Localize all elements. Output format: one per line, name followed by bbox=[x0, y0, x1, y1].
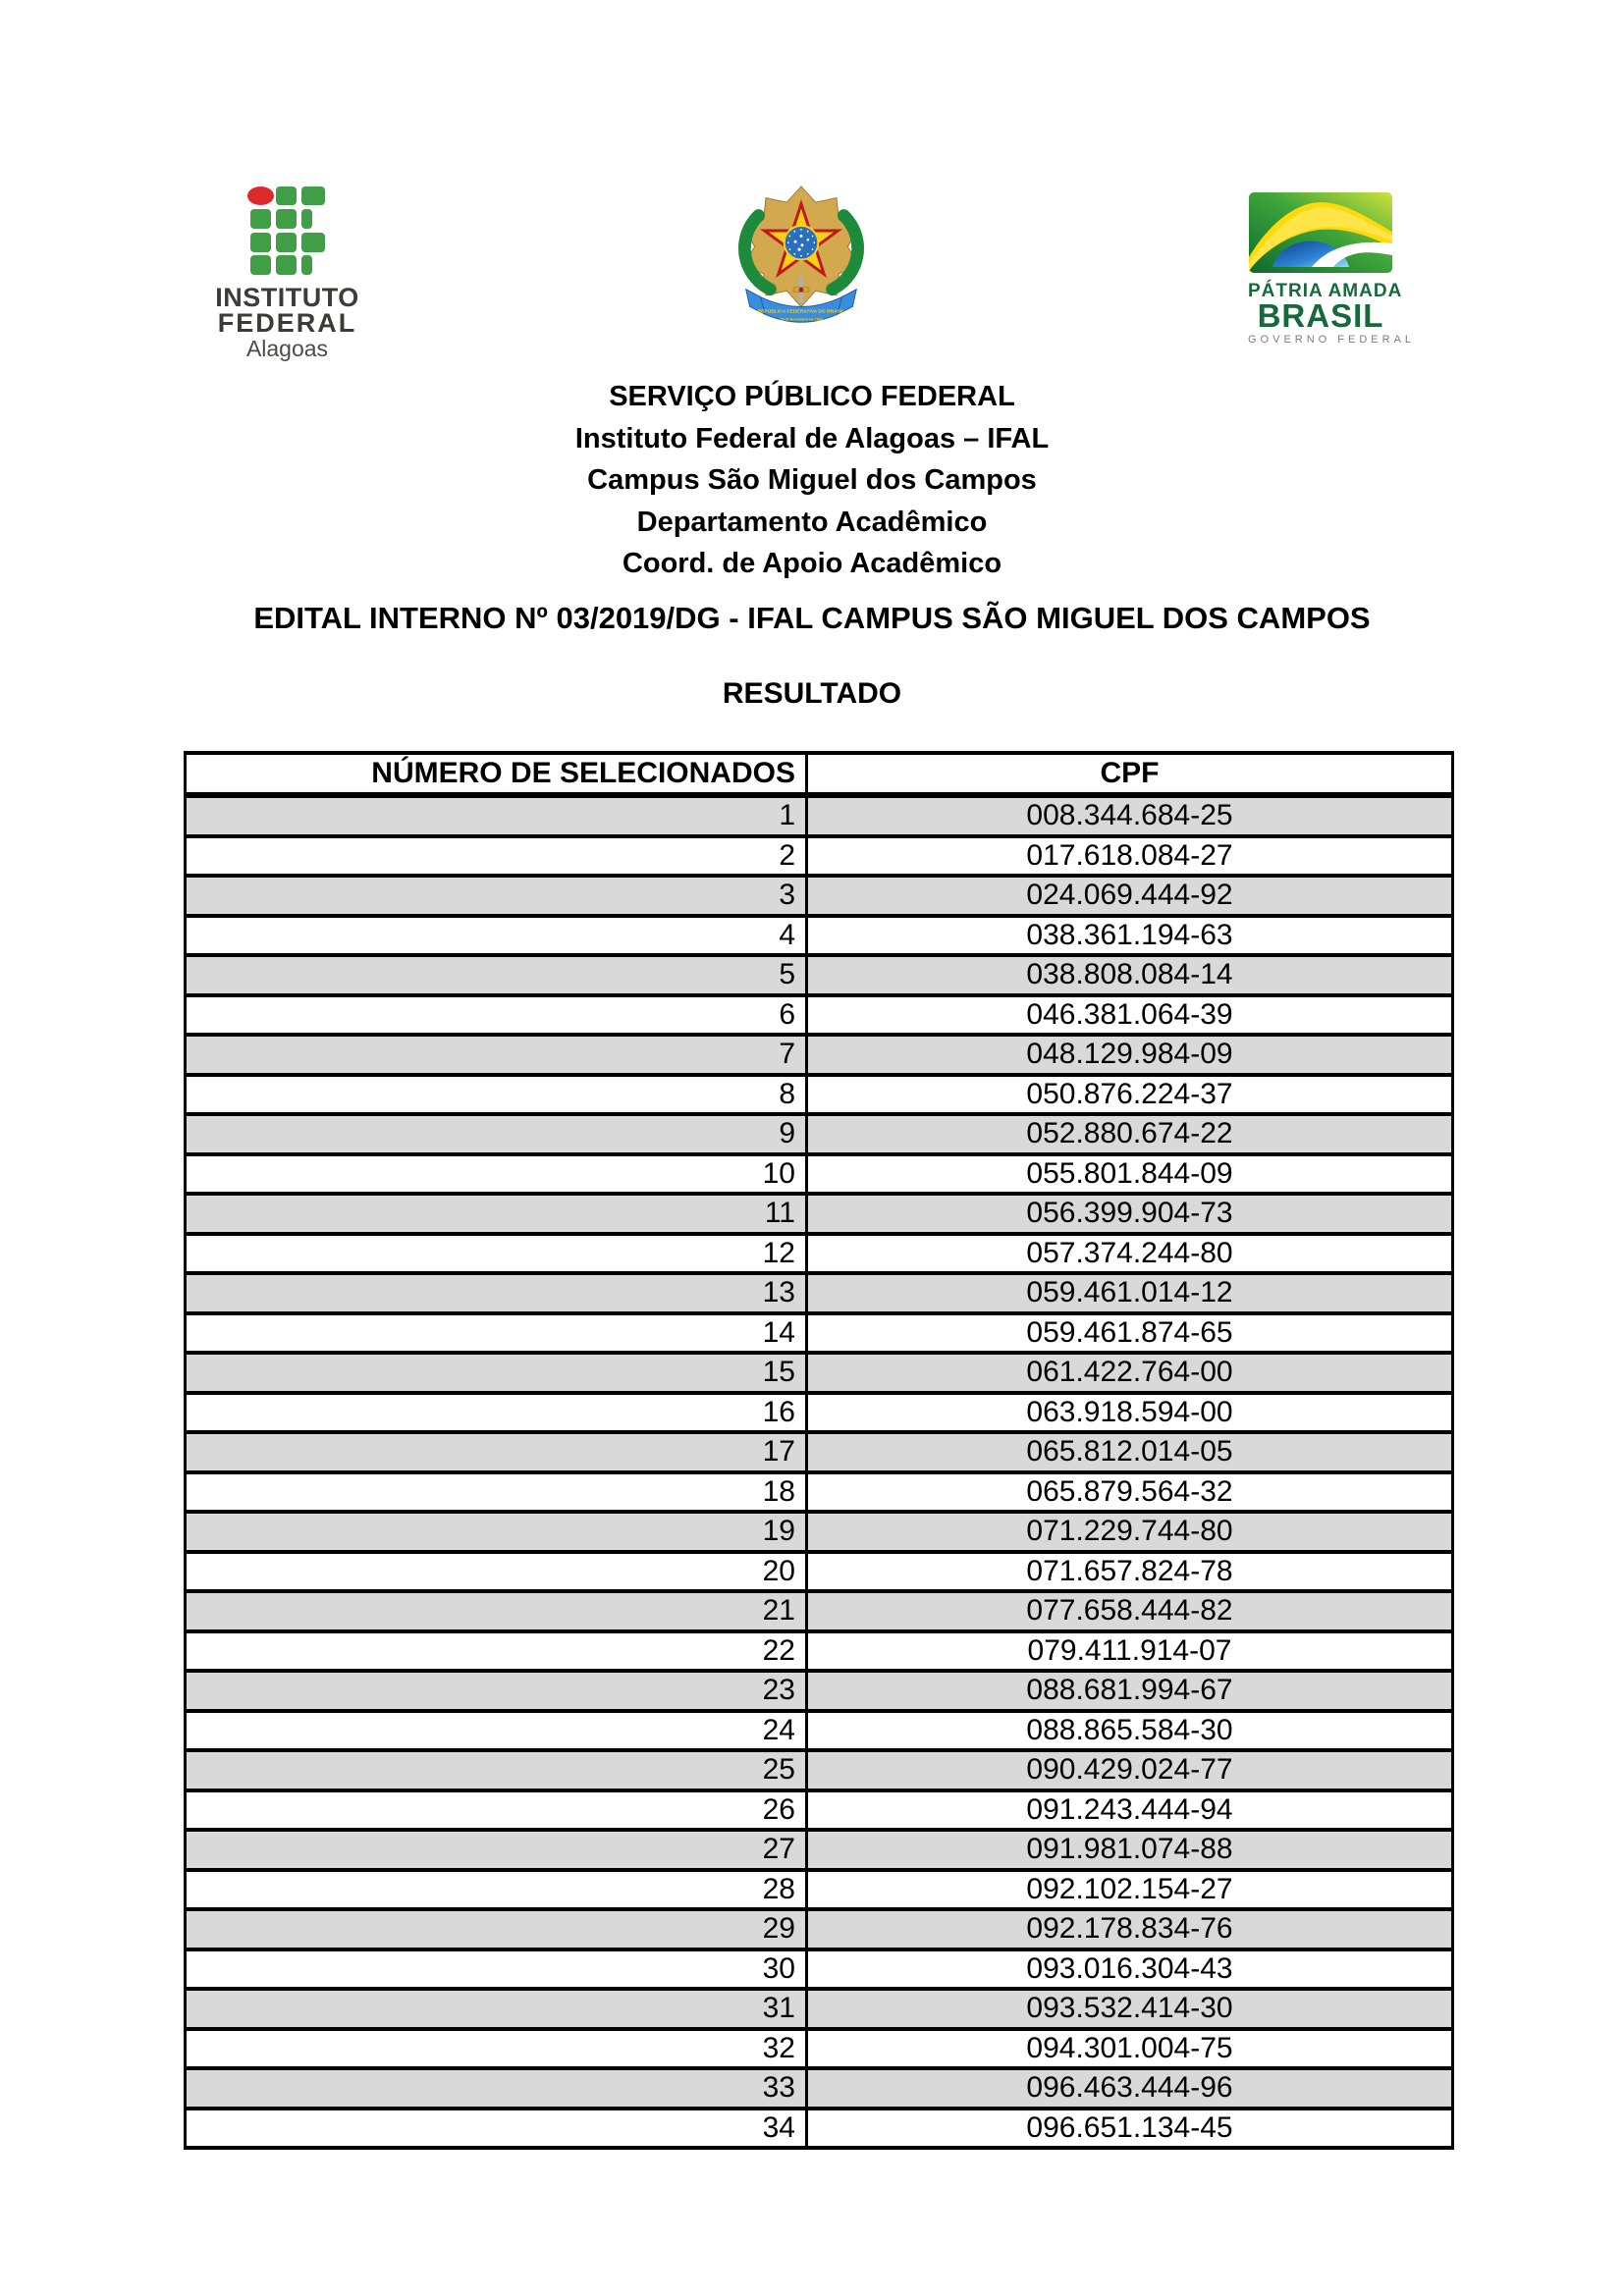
table-row bbox=[186, 1552, 1453, 1592]
cpf-cell: 094.301.004-75 bbox=[807, 2029, 1453, 2069]
table-row bbox=[186, 1830, 1453, 1870]
column-header-numero: NÚMERO DE SELECIONADOS bbox=[186, 753, 807, 795]
table-row bbox=[186, 1432, 1453, 1472]
cpf-cell: 056.399.904-73 bbox=[807, 1194, 1453, 1234]
ifal-logo-dot-icon bbox=[247, 187, 274, 205]
org-line-departamento: Departamento Acadêmico bbox=[636, 506, 988, 538]
selected-number-cell: 10 bbox=[186, 1154, 807, 1195]
selected-number-cell: 20 bbox=[186, 1552, 807, 1592]
selected-number-cell: 2 bbox=[186, 836, 807, 877]
table-row bbox=[186, 2068, 1453, 2109]
govbr-flag-icon bbox=[1249, 192, 1392, 273]
cpf-cell: 038.808.084-14 bbox=[807, 955, 1453, 995]
table-row bbox=[186, 1353, 1453, 1393]
cpf-cell: 061.422.764-00 bbox=[807, 1353, 1453, 1393]
cpf-cell: 077.658.444-82 bbox=[807, 1591, 1453, 1631]
table-row bbox=[186, 1234, 1453, 1274]
selected-number-cell: 17 bbox=[186, 1432, 807, 1472]
ifal-logo-cell bbox=[301, 233, 325, 252]
cpf-cell: 093.532.414-30 bbox=[807, 1989, 1453, 2029]
govbr-text-patria-amada: PÁTRIA AMADA bbox=[1248, 281, 1403, 301]
selected-number-cell: 19 bbox=[186, 1512, 807, 1552]
cpf-cell: 088.681.994-67 bbox=[807, 1671, 1453, 1711]
selected-number-cell: 11 bbox=[186, 1194, 807, 1234]
selected-number-cell: 27 bbox=[186, 1830, 807, 1870]
selected-number-cell: 26 bbox=[186, 1790, 807, 1831]
cpf-cell: 093.016.304-43 bbox=[807, 1949, 1453, 1990]
ifal-logo-cell bbox=[301, 255, 312, 275]
ifal-logo bbox=[201, 187, 373, 361]
cpf-cell: 065.879.564-32 bbox=[807, 1472, 1453, 1513]
cpf-cell: 092.178.834-76 bbox=[807, 1909, 1453, 1949]
table-header-row bbox=[186, 753, 1453, 795]
selected-number-cell: 7 bbox=[186, 1035, 807, 1075]
selected-number-cell: 4 bbox=[186, 916, 807, 956]
table-row bbox=[186, 1194, 1453, 1234]
selected-number-cell: 6 bbox=[186, 995, 807, 1036]
ifal-logo-cell bbox=[250, 209, 271, 229]
selected-number-cell: 15 bbox=[186, 1353, 807, 1393]
selected-number-cell: 31 bbox=[186, 1989, 807, 2029]
table-row bbox=[186, 1075, 1453, 1115]
cpf-cell: 055.801.844-09 bbox=[807, 1154, 1453, 1195]
selected-number-cell: 13 bbox=[186, 1273, 807, 1313]
org-header bbox=[0, 376, 1624, 585]
table-row bbox=[186, 1313, 1453, 1354]
ifal-logo-cell bbox=[250, 255, 271, 275]
cpf-cell: 092.102.154-27 bbox=[807, 1870, 1453, 1910]
table-row bbox=[186, 1472, 1453, 1513]
cpf-cell: 088.865.584-30 bbox=[807, 1711, 1453, 1751]
govbr-logo bbox=[1248, 192, 1416, 346]
table-row bbox=[186, 2029, 1453, 2069]
org-line-servico-publico: SERVIÇO PÚBLICO FEDERAL bbox=[609, 381, 1015, 412]
table-row bbox=[186, 1273, 1453, 1313]
govbr-text-brasil: BRASIL bbox=[1257, 297, 1384, 334]
selected-number-cell: 28 bbox=[186, 1870, 807, 1910]
table-row bbox=[186, 1154, 1453, 1195]
result-subtitle: RESULTADO bbox=[722, 677, 902, 710]
table-row bbox=[186, 1035, 1453, 1075]
cpf-cell: 059.461.874-65 bbox=[807, 1313, 1453, 1354]
cpf-cell: 050.876.224-37 bbox=[807, 1075, 1453, 1115]
org-line-coordenacao: Coord. de Apoio Acadêmico bbox=[622, 548, 1002, 579]
table-row bbox=[186, 1671, 1453, 1711]
selected-number-cell: 23 bbox=[186, 1671, 807, 1711]
table-row bbox=[186, 1909, 1453, 1949]
coat-ribbon-text-1: REPÚBLICA FEDERATIVA DO BRASIL bbox=[757, 309, 845, 315]
selected-number-cell: 18 bbox=[186, 1472, 807, 1513]
cpf-cell: 008.344.684-25 bbox=[807, 795, 1453, 836]
table-row bbox=[186, 916, 1453, 956]
cpf-cell: 071.229.744-80 bbox=[807, 1512, 1453, 1552]
cpf-cell: 046.381.064-39 bbox=[807, 995, 1453, 1036]
table-row bbox=[186, 955, 1453, 995]
cpf-cell: 059.461.014-12 bbox=[807, 1273, 1453, 1313]
table-row bbox=[186, 1790, 1453, 1831]
table-row bbox=[186, 1750, 1453, 1790]
selected-number-cell: 1 bbox=[186, 795, 807, 836]
table-row bbox=[186, 1711, 1453, 1751]
ifal-logo-cell bbox=[276, 209, 297, 229]
govbr-text-governo-federal: GOVERNO FEDERAL bbox=[1248, 334, 1416, 346]
selected-number-cell: 33 bbox=[186, 2068, 807, 2109]
cpf-cell: 063.918.594-00 bbox=[807, 1393, 1453, 1433]
table-row bbox=[186, 1870, 1453, 1910]
cpf-cell: 071.657.824-78 bbox=[807, 1552, 1453, 1592]
selected-number-cell: 16 bbox=[186, 1393, 807, 1433]
ifal-logo-mark bbox=[250, 187, 325, 277]
table-row bbox=[186, 836, 1453, 877]
cpf-cell: 091.243.444-94 bbox=[807, 1790, 1453, 1831]
ifal-logo-cell bbox=[276, 255, 297, 275]
table-row bbox=[186, 1591, 1453, 1631]
selected-number-cell: 30 bbox=[186, 1949, 807, 1990]
coat-ribbon-text-2: 15 de Novembro de 1889 bbox=[780, 317, 823, 322]
cpf-cell: 096.651.134-45 bbox=[807, 2109, 1453, 2149]
cpf-cell: 017.618.084-27 bbox=[807, 836, 1453, 877]
ifal-logo-cell bbox=[301, 187, 325, 205]
org-line-instituto: Instituto Federal de Alagoas – IFAL bbox=[574, 422, 1050, 454]
cpf-cell: 024.069.444-92 bbox=[807, 876, 1453, 916]
cpf-cell: 052.880.674-22 bbox=[807, 1114, 1453, 1154]
ifal-logo-text-alagoas: Alagoas bbox=[245, 336, 329, 361]
selected-number-cell: 24 bbox=[186, 1711, 807, 1751]
column-header-cpf: CPF bbox=[807, 753, 1453, 795]
selected-number-cell: 22 bbox=[186, 1631, 807, 1672]
ifal-logo-text-instituto: INSTITUTO bbox=[215, 283, 359, 312]
edital-title: EDITAL INTERNO Nº 03/2019/DG - IFAL CAMPUS SÃO MIGUEL DOS CAMPOS bbox=[253, 601, 1371, 635]
table-row bbox=[186, 1512, 1453, 1552]
table-row bbox=[186, 2109, 1453, 2149]
table-row bbox=[186, 1393, 1453, 1433]
ifal-logo-cell bbox=[276, 187, 297, 205]
ifal-logo-cell bbox=[276, 233, 297, 252]
cpf-cell: 091.981.074-88 bbox=[807, 1830, 1453, 1870]
cpf-cell: 079.411.914-07 bbox=[807, 1631, 1453, 1672]
table-row bbox=[186, 995, 1453, 1036]
selected-number-cell: 8 bbox=[186, 1075, 807, 1115]
cpf-cell: 057.374.244-80 bbox=[807, 1234, 1453, 1274]
cpf-cell: 096.463.444-96 bbox=[807, 2068, 1453, 2109]
org-line-campus: Campus São Miguel dos Campos bbox=[587, 464, 1037, 496]
selected-number-cell: 29 bbox=[186, 1909, 807, 1949]
table-row bbox=[186, 795, 1453, 836]
table-row bbox=[186, 876, 1453, 916]
table-row bbox=[186, 1114, 1453, 1154]
selected-number-cell: 14 bbox=[186, 1313, 807, 1354]
cpf-cell: 038.361.194-63 bbox=[807, 916, 1453, 956]
selected-number-cell: 25 bbox=[186, 1750, 807, 1790]
selected-number-cell: 5 bbox=[186, 955, 807, 995]
ifal-logo-cell bbox=[250, 233, 271, 252]
brazil-coat-of-arms-icon bbox=[724, 183, 879, 342]
selected-number-cell: 12 bbox=[186, 1234, 807, 1274]
cpf-cell: 090.429.024-77 bbox=[807, 1750, 1453, 1790]
selected-number-cell: 32 bbox=[186, 2029, 807, 2069]
table-row bbox=[186, 1989, 1453, 2029]
selected-number-cell: 9 bbox=[186, 1114, 807, 1154]
table-row bbox=[186, 1949, 1453, 1990]
selected-number-cell: 34 bbox=[186, 2109, 807, 2149]
table-row bbox=[186, 1631, 1453, 1672]
ifal-logo-cell bbox=[301, 209, 312, 229]
results-table bbox=[184, 751, 1454, 2150]
ifal-logo-text-federal: FEDERAL bbox=[217, 308, 357, 338]
cpf-cell: 065.812.014-05 bbox=[807, 1432, 1453, 1472]
selected-number-cell: 21 bbox=[186, 1591, 807, 1631]
selected-number-cell: 3 bbox=[186, 876, 807, 916]
results-table-body bbox=[186, 795, 1453, 2148]
cpf-cell: 048.129.984-09 bbox=[807, 1035, 1453, 1075]
